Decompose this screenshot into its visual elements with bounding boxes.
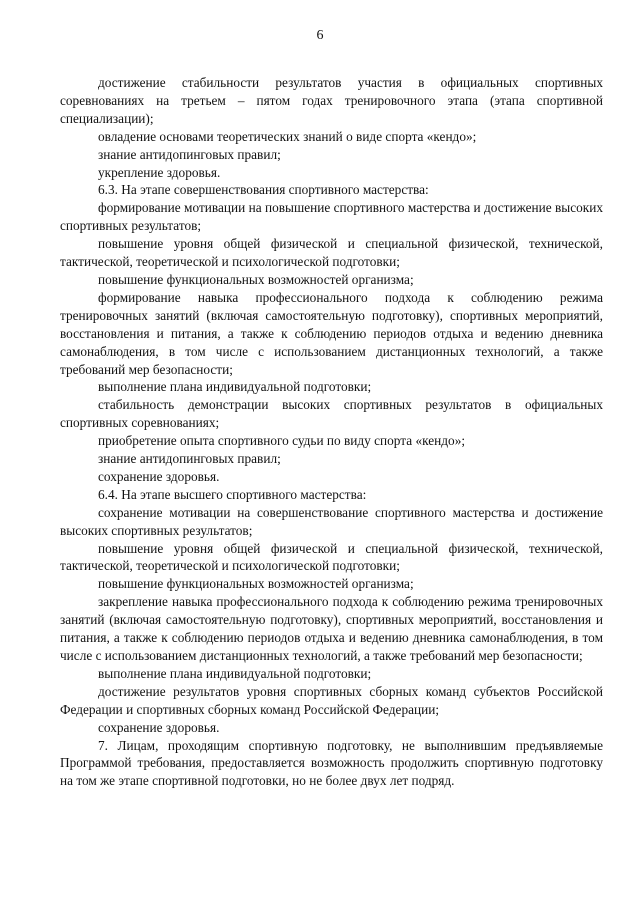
paragraph: повышение функциональных возможностей организма; [98, 271, 414, 287]
document-body [60, 74, 603, 790]
section-paragraph: 7. Лицам, проходящим спортивную подготовку, не выполнившим предъявляемые Программой требования, предоставляется возможность продолжить спортивную подготовку на том же этапе спортивной подготовки, но не более двух лет подряд. [60, 737, 603, 789]
paragraph: повышение функциональных возможностей организма; [98, 576, 414, 592]
paragraph: сохранение здоровья. [98, 719, 220, 735]
paragraph: закрепление навыка профессионального подхода к соблюдению режима тренировочных занятий (включая самостоятельную подготовку), спортивных мероприятий, восстановления и питания, а также к соблюдению периодов отдыха и ведению дневника самонаблюдения, в том числе с использованием дистанционных технологий, а также требований мер безопасности; [60, 594, 603, 663]
paragraph: выполнение плана индивидуальной подготовки; [98, 379, 372, 395]
paragraph: приобретение опыта спортивного судьи по виду спорта «кендо»; [98, 433, 466, 449]
section-heading: 6.4. На этапе высшего спортивного мастерства: [98, 486, 367, 502]
page-number: 6 [316, 28, 324, 43]
paragraph: достижение результатов уровня спортивных сборных команд субъектов Российской Федерации и спортивных сборных команд Российской Федерации; [60, 683, 603, 717]
paragraph: формирование навыка профессионального подхода к соблюдению режима тренировочных занятий (включая самостоятельную подготовку), спортивных мероприятий, восстановления и питания, а также к соблюдению периодов отдыха и ведению дневника самонаблюдения, в том числе с использованием дистанционных технологий, а также требований мер безопасности; [60, 289, 603, 377]
section-heading: 6.3. На этапе совершенствования спортивного мастерства: [98, 182, 429, 198]
paragraph: сохранение здоровья. [98, 468, 220, 484]
paragraph: сохранение мотивации на совершенствование спортивного мастерства и достижение высоких спортивных результатов; [60, 504, 603, 538]
paragraph: повышение уровня общей физической и специальной физической, технической, тактической, теоретической и психологической подготовки; [60, 236, 603, 270]
paragraph: знание антидопинговых правил; [98, 451, 281, 467]
paragraph: укрепление здоровья. [98, 164, 221, 180]
paragraph: выполнение плана индивидуальной подготовки; [98, 665, 372, 681]
paragraph: формирование мотивации на повышение спортивного мастерства и достижение высоких спортивных результатов; [60, 200, 603, 234]
paragraph: повышение уровня общей физической и специальной физической, технической, тактической, теоретической и психологической подготовки; [60, 540, 603, 574]
paragraph: знание антидопинговых правил; [98, 146, 281, 162]
paragraph: достижение стабильности результатов участия в официальных спортивных соревнованиях на третьем – пятом годах тренировочного этапа (этапа спортивной специализации); [60, 75, 603, 126]
paragraph: овладение основами теоретических знаний о виде спорта «кендо»; [98, 128, 477, 144]
paragraph: стабильность демонстрации высоких спортивных результатов в официальных спортивных соревнованиях; [60, 397, 603, 431]
